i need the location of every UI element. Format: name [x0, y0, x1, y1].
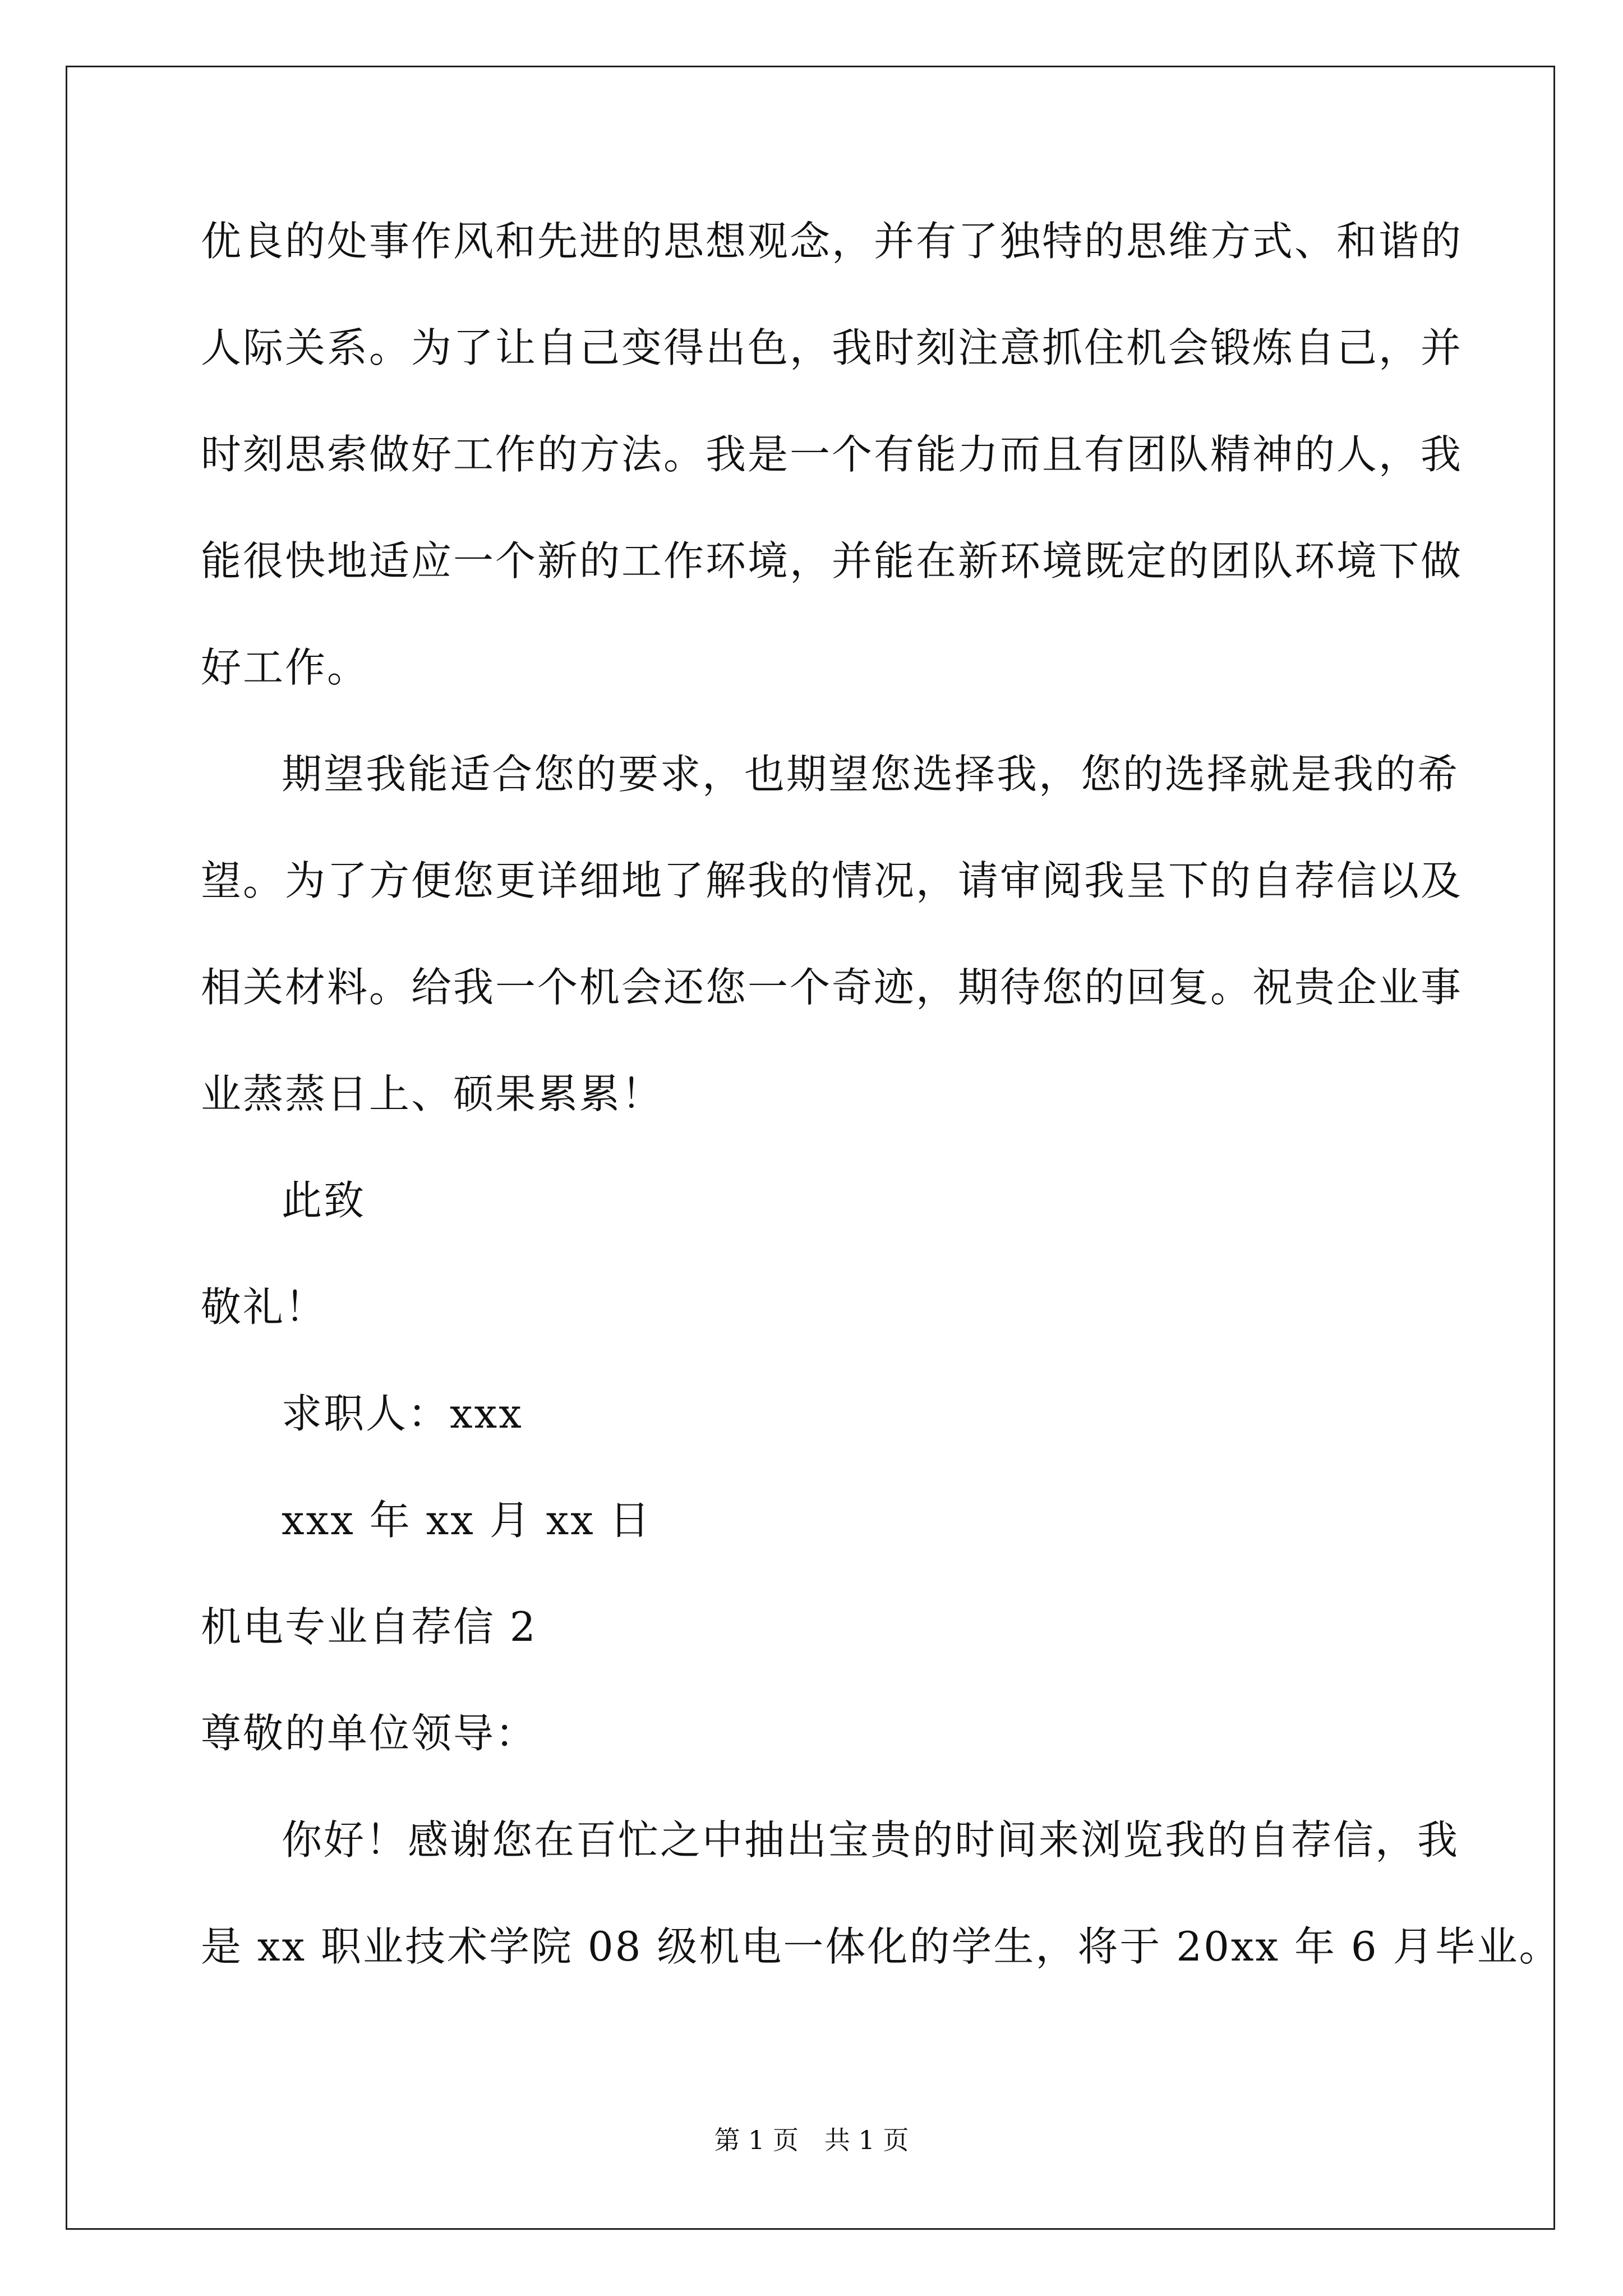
paragraph-first-line: 期望我能适合您的要求，也期望您选择我，您的选择就是我的希: [282, 751, 1460, 798]
text-line: 人际关系。为了让自己变得出色，我时刻注意抓住机会锻炼自己，并: [201, 324, 1463, 371]
letter-date: xxx 年 xx 月 xx 日: [282, 1497, 652, 1544]
page-footer: 第 1 页 共 1 页: [714, 2125, 909, 2155]
text-line: 好工作。: [201, 644, 370, 691]
text-line: 时刻思索做好工作的方法。我是一个有能力而且有团队精神的人，我: [201, 431, 1463, 478]
page-border: [66, 66, 1561, 2230]
applicant-signature: 求职人：xxx: [282, 1390, 523, 1437]
text-line: 能很快地适应一个新的工作环境，并能在新环境既定的团队环境下做: [201, 537, 1463, 585]
text-line: 望。为了方便您更详细地了解我的情况，请审阅我呈下的自荐信以及: [201, 857, 1463, 904]
text-line: 相关材料。给我一个机会还您一个奇迹，期待您的回复。祝贵企业事: [201, 964, 1463, 1011]
text-line: 是 xx 职业技术学院 08 级机电一体化的学生，将于 20xx 年 6 月毕业。: [201, 1923, 1561, 1970]
paragraph-first-line: 你好！感谢您在百忙之中抽出宝贵的时间来浏览我的自荐信，我: [282, 1816, 1460, 1864]
text-line: 优良的处事作风和先进的思想观念，并有了独特的思维方式、和谐的: [201, 218, 1463, 265]
section-title: 机电专业自荐信 2: [201, 1603, 537, 1650]
closing-regards: 敬礼！: [201, 1283, 328, 1331]
text-line: 业蒸蒸日上、硕果累累！: [201, 1070, 664, 1117]
greeting: 尊敬的单位领导：: [201, 1710, 538, 1757]
closing-salutation: 此致: [282, 1177, 366, 1224]
